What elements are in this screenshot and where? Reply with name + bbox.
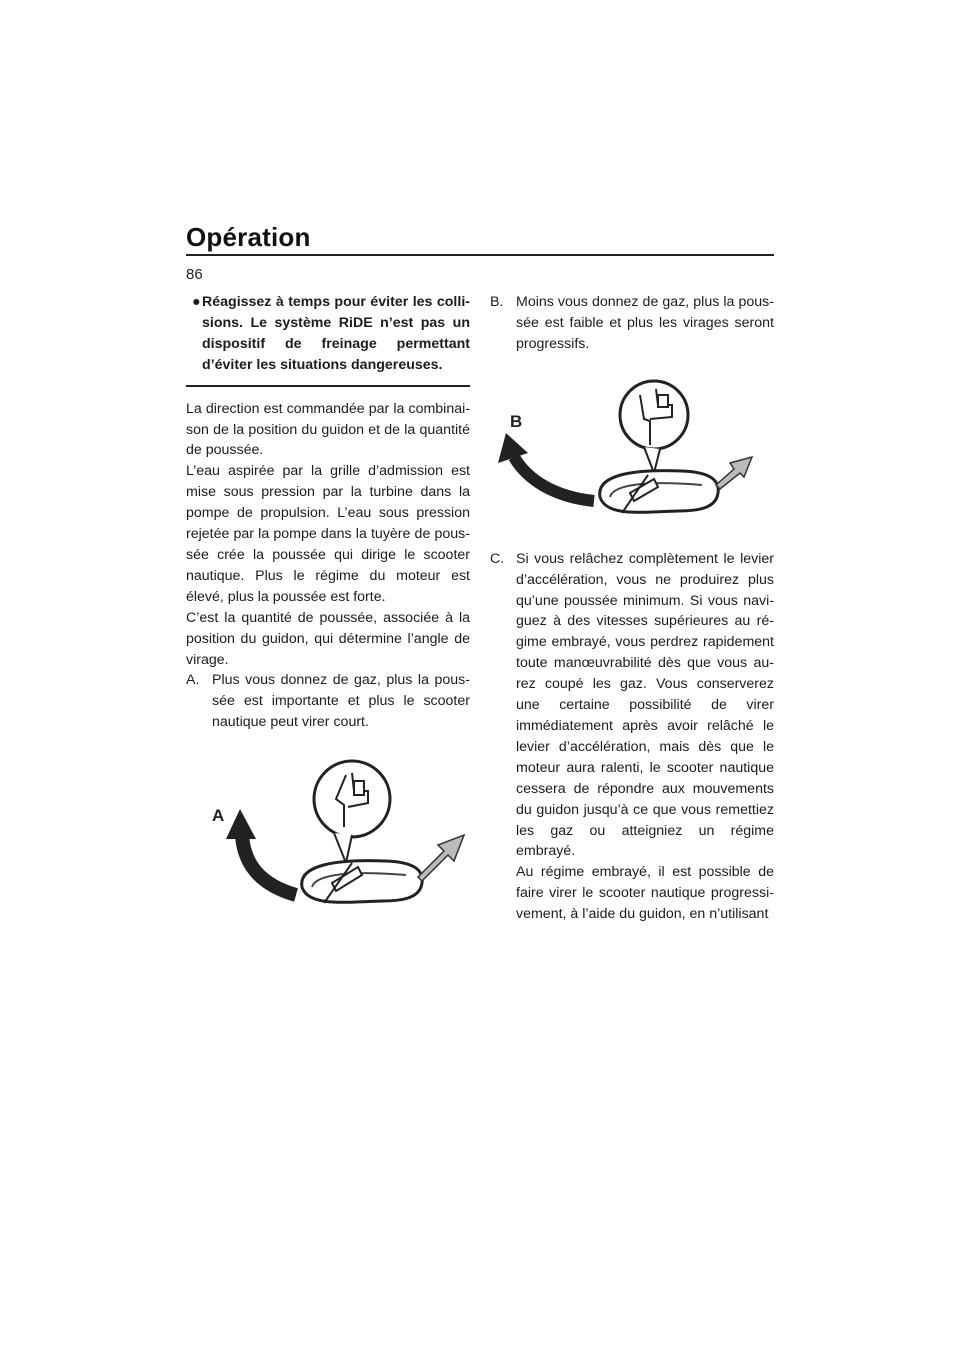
- handlebar-detail-circle: [314, 761, 390, 837]
- list-marker: B.: [490, 294, 504, 310]
- turn-arrow-a: [242, 835, 296, 895]
- warning-body: Réagissez à temps pour éviter les collisions. Le système RiDE n’est pas un dispositif de freinage permettant d’éviter les situations dangereuses.: [202, 294, 470, 373]
- watercraft-outline: [600, 470, 719, 512]
- thrust-arrow-a: [418, 835, 464, 881]
- paragraph-steering: La direction est commandée par la combinaison de la position du guidon et de la quantité de poussée.: [186, 400, 470, 459]
- list-item-text: Plus vous donnez de gaz, plus la poussée est importante et plus le scooter nautique peut virer court.: [212, 672, 470, 731]
- list-marker: A.: [186, 672, 200, 689]
- paragraph-angle: C’est la quantité de poussée, associée à la position du guidon, qui détermine l’angle de virage.: [186, 609, 470, 668]
- list-item-c: [490, 549, 774, 863]
- warning-text: [186, 292, 470, 376]
- arrow-head-a: [226, 809, 256, 839]
- bullet-icon: ●: [192, 294, 201, 310]
- warning-rule: [186, 385, 470, 387]
- header-rule: [186, 254, 774, 256]
- page-title: Opération: [186, 222, 311, 252]
- list-item-text: Si vous relâchez complètement le levier d’accélération, vous ne produirez plus qu’une poussée minimum. Si vous naviguez à des vitesses supérieures au régime embrayé, vous perdrez rapidement toute manœuvrabilité dès que vous aurez coupé les gaz. Vous conserverez une certaine possibilité de virer immédiatement après avoir relâché le levier d’accélération, mais dès que le moteur aura ralenti, le scooter nautique cessera de répondre aux mouvements du guidon jusqu’à ce que vous remettiez les gaz ou atteigniez un régime embrayé.: [516, 550, 774, 860]
- paragraph-pump: L’eau aspirée par la grille d’admission est mise sous pression par la turbine dans la pompe de propulsion. L’eau sous pression rejetée par la pompe dans la tuyère de poussée crée la poussée qui dirige le scooter nautique. Plus le régime du moteur est élevé, plus la poussée est forte.: [186, 463, 470, 605]
- list-item-a: [186, 670, 470, 733]
- left-column: [186, 292, 470, 937]
- item-c-continuation: Au régime embrayé, il est possible de faire virer le scooter nautique progressivement, à l’aide du guidon, en n’utilisant: [516, 864, 774, 923]
- list-marker: C.: [490, 550, 505, 567]
- thrust-arrow-b: [716, 457, 752, 489]
- right-column: [490, 292, 774, 925]
- list-item-b: [490, 292, 774, 355]
- figure-b: [490, 373, 774, 533]
- list-item-text: Moins vous donnez de gaz, plus la poussée est faible et plus les virages seront progressifs.: [516, 294, 774, 352]
- figure-label-a: A: [212, 806, 225, 826]
- handlebar-detail-circle: [620, 381, 688, 449]
- figure-label-b: B: [510, 411, 523, 431]
- figure-a: [186, 747, 470, 937]
- watercraft-outline: [302, 861, 423, 903]
- turn-arrow-b: [514, 457, 594, 501]
- page-number-display: 86: [186, 266, 203, 283]
